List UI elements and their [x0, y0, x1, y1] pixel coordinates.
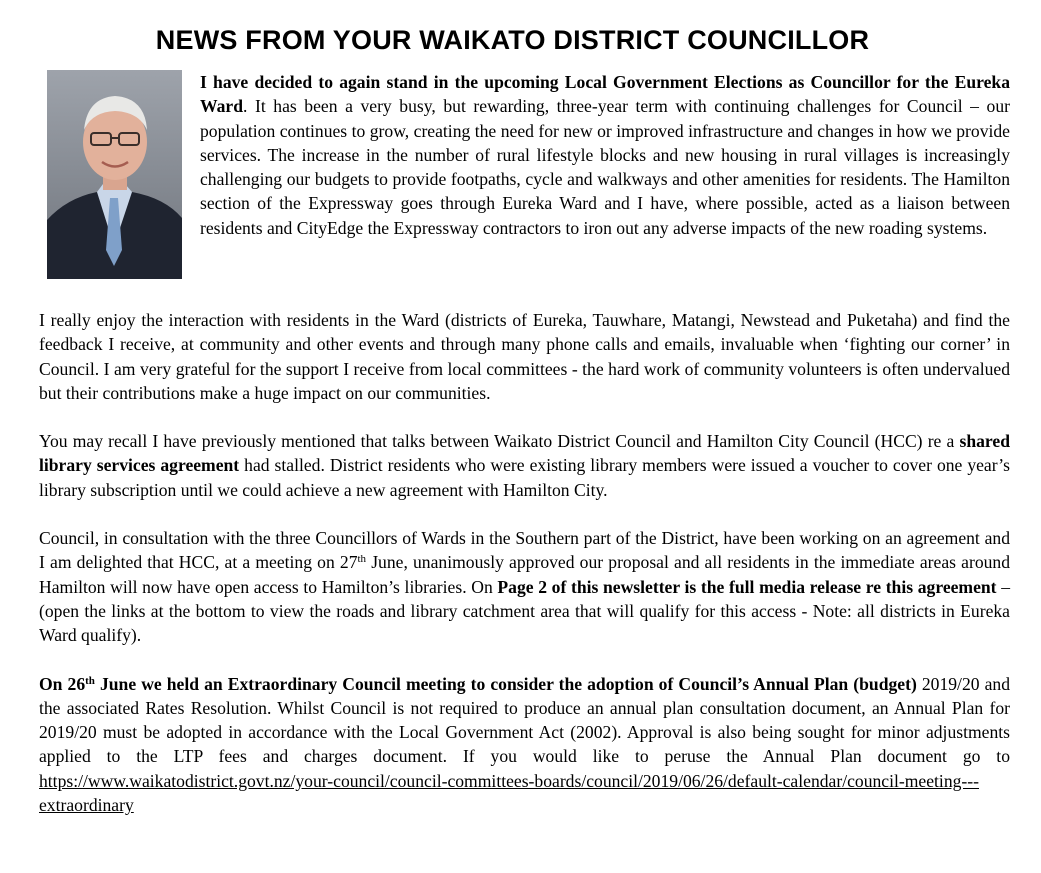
- newsletter-page: [39, 20, 1010, 817]
- election-announcement: I have decided to again stand in the upcoming Local Government Elections as Councillor for the Eureka Ward: [200, 72, 1010, 117]
- paragraph-library-agreement: [39, 526, 1010, 647]
- annual-plan-text: 2019/20 and the associated Rates Resolution. Whilst Council is not required to produce an annual plan consultation document, an Annual Plan for 2019/20 must be adopted in accordance with the Local Government Act (2002). Approval is also being sought for minor adjustments applied to the LTP fees and charges document. If you would like to peruse the Annual Plan document go to: [39, 673, 1011, 767]
- annual-plan-date-suffix: th: [85, 674, 95, 687]
- library-agreement-bold: shared library services agreement: [39, 431, 1010, 476]
- agreement-date-suffix: th: [357, 553, 367, 566]
- councillor-portrait: [47, 70, 182, 279]
- election-details: . It has been a very busy, but rewarding, three-year term with continuing challenges for Council – our population continues to grow, creating the need for new or improved infrastructure and changes in how we provide services. The increase in the number of rural lifestyle blocks and new housing in rural villages is increasingly challenging our budgets to provide footpaths, cycle and walkways and other amenities for residents. The Hamilton section of the Expressway goes through Eureka Ward and I have, where possible, acted as a liaison between residents and CityEdge the Expressway contractors to iron out any adverse impacts of the new roading systems.: [200, 96, 1010, 238]
- annual-plan-bold-a: On 26: [39, 673, 86, 694]
- library-text-a: You may recall I have previously mentioned that talks between Waikato District Council and Hamilton City Council (HCC) re a: [39, 431, 960, 452]
- council-meeting-link[interactable]: https://www.waikatodistrict.govt.nz/your-council/council-committees-boards/council/2019/06/26/default-calendar/council-meeting---extraordinary: [39, 770, 979, 816]
- paragraph-annual-plan: [39, 672, 1010, 818]
- annual-plan-bold-b: June we held an Extraordinary Council meeting to consider the adoption of Council’s Annual Plan (budget): [94, 673, 917, 694]
- newsletter-title: NEWS FROM YOUR WAIKATO DISTRICT COUNCILLOR: [155, 25, 870, 55]
- paragraph-election: [200, 70, 1010, 240]
- intro-paragraph: [200, 70, 1010, 240]
- media-release-bold: Page 2 of this newsletter is the full media release re this agreement: [497, 576, 997, 597]
- agreement-text-b: June, unanimously approved our proposal and all residents in the immediate areas around Hamilton will now have open access to Hamilton’s libraries. On: [39, 552, 1011, 597]
- agreement-text-c: – (open the links at the bottom to view the roads and library catchment area that will qualify for this access - Note: all districts in Eureka Ward qualify).: [39, 576, 1010, 646]
- library-text-b: had stalled. District residents who were existing library members were issued a voucher to cover one year’s library subscription until we could achieve a new agreement with Hamilton City.: [39, 455, 1010, 500]
- paragraph-library-background: [39, 429, 1010, 502]
- intro-section: [39, 70, 1010, 284]
- agreement-text-a: Council, in consultation with the three Councillors of Wards in the Southern part of the District, have been working on an agreement and I am delighted that HCC, at a meeting on 27: [39, 528, 1010, 573]
- paragraph-community: I really enjoy the interaction with residents in the Ward (districts of Eureka, Tauwhare, Matangi, Newstead and Puketaha) and find the feedback I receive, at community and other events and through many phone calls and emails, invaluable when ‘fighting our corner’ in Council. I am very grateful for the support I receive from local committees - the hard work of community volunteers is often undervalued but their contributions make a huge impact on our communities.: [39, 310, 1010, 403]
